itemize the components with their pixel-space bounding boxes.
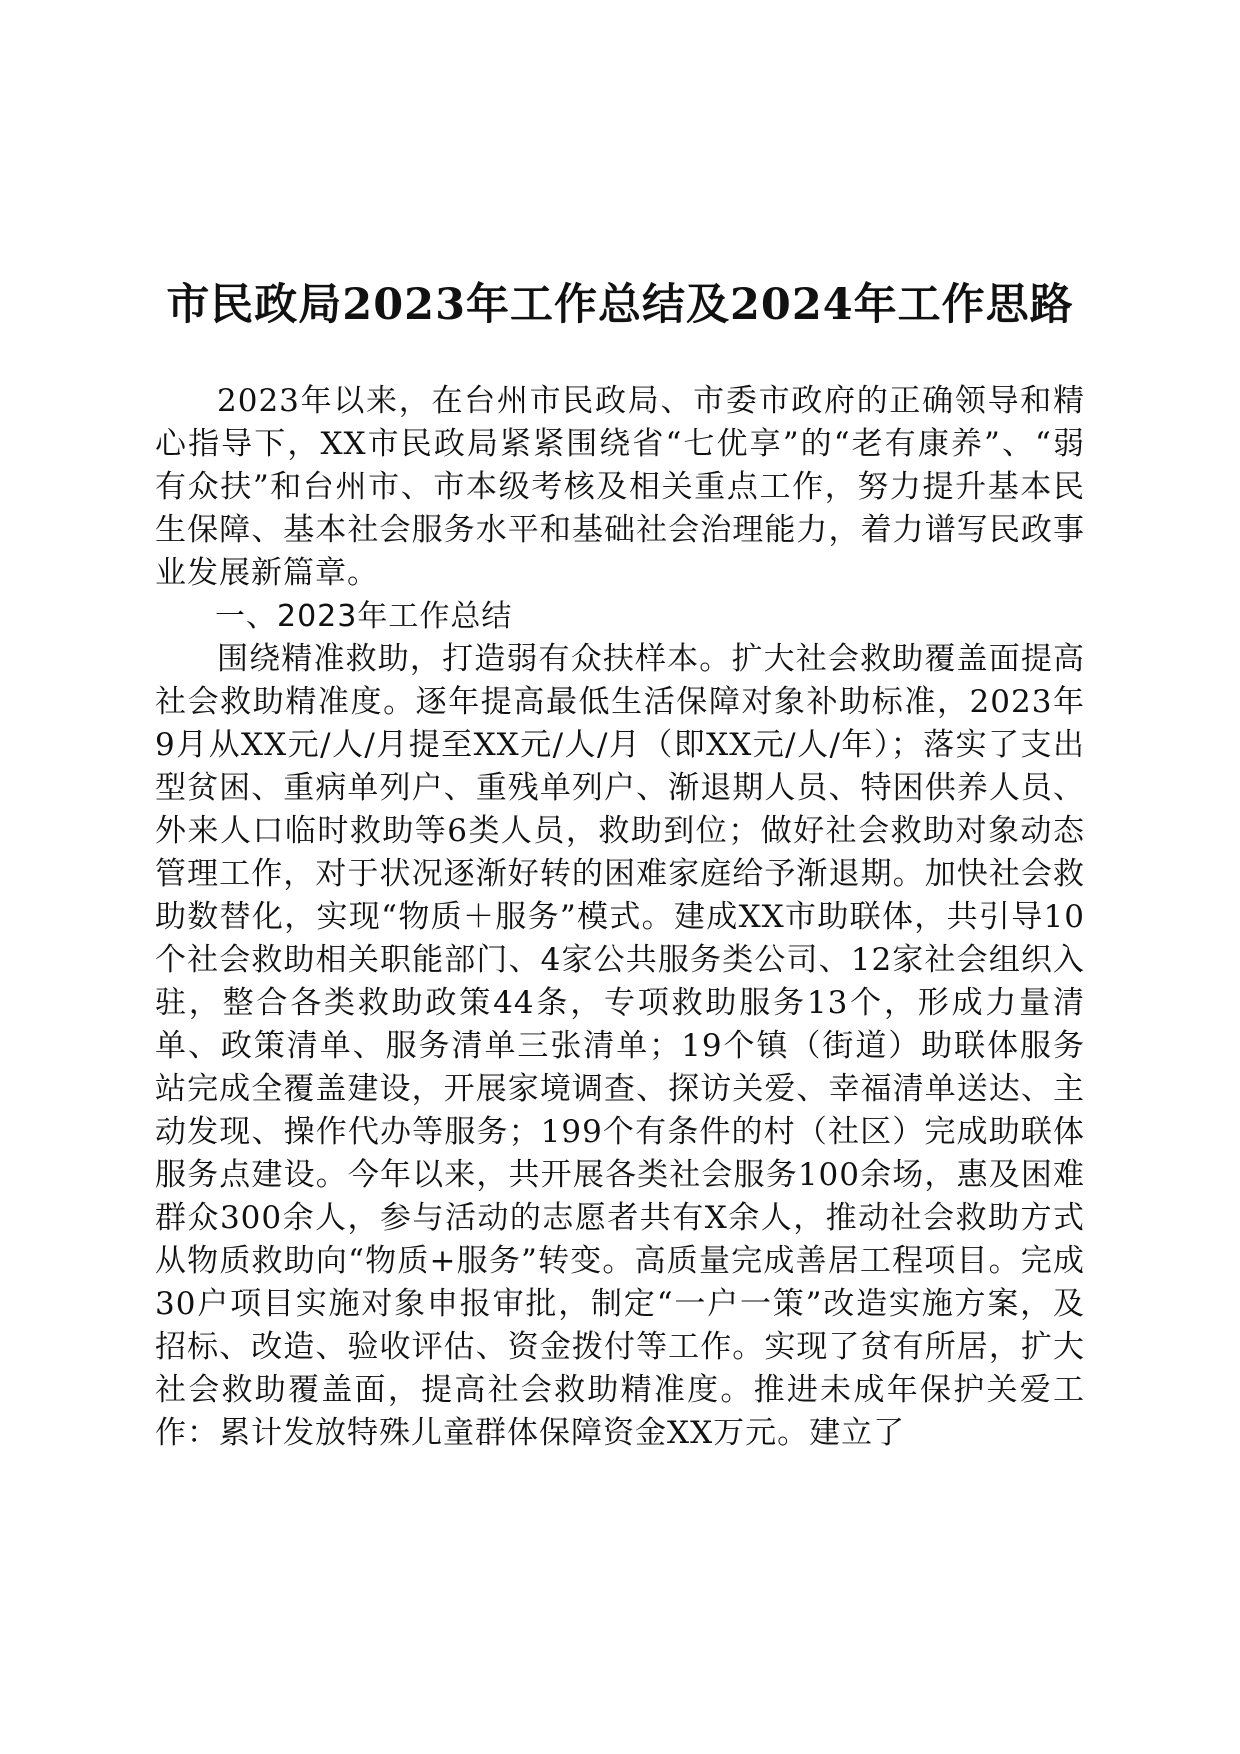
section-heading: 一、2023年工作总结	[215, 599, 513, 634]
document-title: 市民政局2023年工作总结及2024年工作思路	[166, 279, 1074, 330]
intro-paragraph: 2023年以来，在台州市民政局、市委市政府的正确领导和精心指导下，XX市民政局紧紧围绕省“七优享”的“老有康养”、“弱有众扶”和台州市、市本级考核及相关重点工作，努力提升基本民生保障、基本社会服务水平和基础社会治理能力，着力谱写民政事业发展新篇章。	[155, 383, 1085, 591]
document-body	[155, 380, 1085, 1455]
section-paragraph: 围绕精准救助，打造弱有众扶样本。扩大社会救助覆盖面提高社会救助精准度。逐年提高最低生活保障对象补助标准，2023年9月从XX元/人/月提至XX元/人/月（即XX元/人/年）；落实了支出型贫困、重病单列户、重残单列户、渐退期人员、特困供养人员、外来人口临时救助等6类人员，救助到位；做好社会救助对象动态管理工作，对于状况逐渐好转的困难家庭给予渐退期。加快社会救助数替化，实现“物质＋服务”模式。建成XX市助联体，共引导10个社会救助相关职能部门、4家公共服务类公司、12家社会组织入驻，整合各类救助政策44条，专项救助服务13个，形成力量清单、政策清单、服务清单三张清单；19个镇（街道）助联体服务站完成全覆盖建设，开展家境调查、探访关爱、幸福清单送达、主动发现、操作代办等服务；199个有条件的村（社区）完成助联体服务点建设。今年以来，共开展各类社会服务100余场，惠及困难群众300余人，参与活动的志愿者共有X余人，推动社会救助方式从物质救助向“物质+服务”转变。高质量完成善居工程项目。完成30户项目实施对象申报审批，制定“一户一策”改造实施方案，及招标、改造、验收评估、资金拨付等工作。实现了贫有所居，扩大社会救助覆盖面，提高社会救助精准度。推进未成年保护关爱工作：累计发放特殊儿童群体保障资金XX万元。建立了	[155, 641, 1085, 1451]
